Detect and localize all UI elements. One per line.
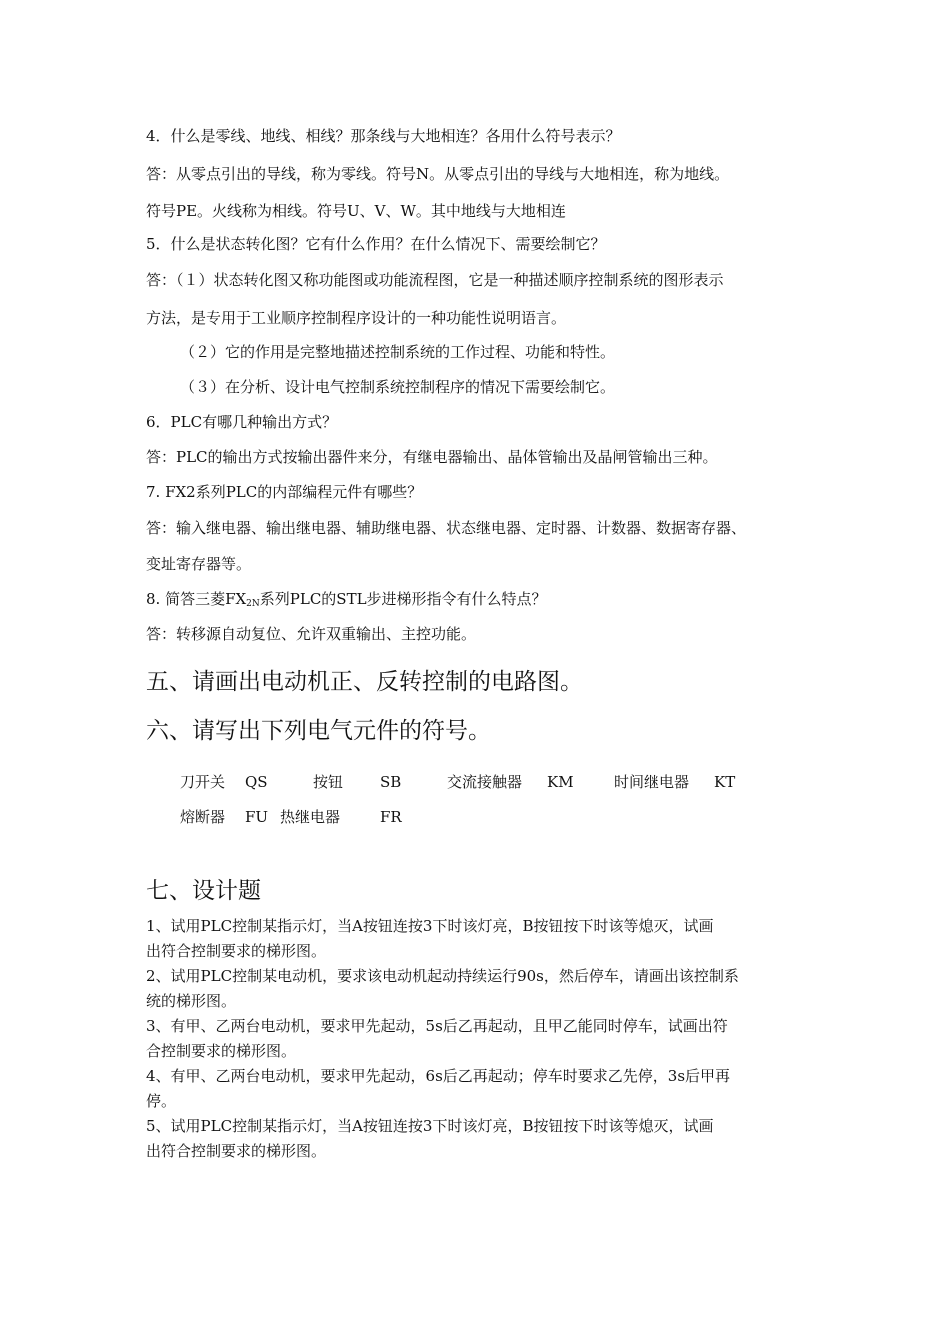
q6-answer: 答：PLC的输出方式按输出器件来分，有继电器输出、晶体管输出及晶闸管输出三种。 xyxy=(146,448,718,466)
component-name: 交流接触器 xyxy=(447,773,523,791)
q4-answer-line2: 符号PE。火线称为相线。符号U、V、W。其中地线与大地相连 xyxy=(146,202,566,220)
q7-answer-line1: 答：输入继电器、输出继电器、辅助继电器、状态继电器、定时器、计数器、数据寄存器、 xyxy=(146,519,747,537)
q5-answer-line1: 答：（１）状态转化图又称功能图或功能流程图，它是一种描述顺序控制系统的图形表示 xyxy=(146,271,724,289)
component-symbol: FR xyxy=(380,808,402,826)
design-item-1-line1: 1、试用PLC控制某指示灯，当A按钮连按3下时该灯亮，B按钮按下时该等熄灭，试画 xyxy=(146,917,714,935)
q4-title: 4．什么是零线、地线、相线？那条线与大地相连？各用什么符号表示？ xyxy=(146,127,621,145)
design-item-4-line1: 4、有甲、乙两台电动机，要求甲先起动，6s后乙再起动；停车时要求乙先停，3s后甲再 xyxy=(146,1067,731,1085)
design-item-5-line1: 5、试用PLC控制某指示灯，当A按钮连按3下时该灯亮，B按钮按下时该等熄灭，试画 xyxy=(146,1117,714,1135)
q7-answer-line2: 变址寄存器等。 xyxy=(146,555,252,573)
component-name: 刀开关 xyxy=(180,773,226,791)
design-item-1-line2: 出符合控制要求的梯形图。 xyxy=(146,942,327,960)
component-symbol: FU xyxy=(245,808,269,826)
q8-title xyxy=(146,589,547,609)
component-symbol: KM xyxy=(547,773,574,791)
component-name: 时间继电器 xyxy=(614,773,690,791)
component-symbol: SB xyxy=(380,773,402,791)
q5-answer-line4: （３）在分析、设计电气控制系统控制程序的情况下需要绘制它。 xyxy=(180,378,616,396)
design-item-2-line1: 2、试用PLC控制某电动机，要求该电动机起动持续运行90s，然后停车，请画出该控制系 xyxy=(146,967,739,985)
q8-title-before: 8. 简答三菱FX xyxy=(146,590,247,608)
component-symbol: QS xyxy=(245,773,268,791)
q4-answer-line1: 答：从零点引出的导线，称为零线。符号N。从零点引出的导线与大地相连，称为地线。 xyxy=(146,165,730,183)
design-item-4-line2: 停。 xyxy=(146,1092,177,1110)
design-item-5-line2: 出符合控制要求的梯形图。 xyxy=(146,1142,327,1160)
q6-title: 6．PLC有哪几种输出方式？ xyxy=(146,413,338,431)
q8-title-subscript: 2N xyxy=(246,599,260,609)
q5-answer-line3: （２）它的作用是完整地描述控制系统的工作过程、功能和特性。 xyxy=(180,343,616,361)
component-symbol: KT xyxy=(714,773,736,791)
q5-answer-line2: 方法，是专用于工业顺序控制程序设计的一种功能性说明语言。 xyxy=(146,309,567,327)
section5-heading: 五、请画出电动机正、反转控制的电路图。 xyxy=(146,669,583,695)
q7-title: 7. FX2系列PLC的内部编程元件有哪些？ xyxy=(146,483,423,501)
design-item-3-line1: 3、有甲、乙两台电动机，要求甲先起动，5s后乙再起动，且甲乙能同时停车，试画出符 xyxy=(146,1017,728,1035)
q8-answer: 答：转移源自动复位、允许双重输出、主控功能。 xyxy=(146,625,477,643)
component-name: 熔断器 xyxy=(180,808,226,826)
section7-heading: 七、设计题 xyxy=(146,878,261,904)
component-name: 热继电器 xyxy=(280,808,341,826)
design-item-3-line2: 合控制要求的梯形图。 xyxy=(146,1042,297,1060)
design-item-2-line2: 统的梯形图。 xyxy=(146,992,237,1010)
section6-heading: 六、请写出下列电气元件的符号。 xyxy=(146,718,491,744)
component-name: 按钮 xyxy=(313,773,344,791)
q5-title: 5．什么是状态转化图？它有什么作用？在什么情况下、需要绘制它？ xyxy=(146,235,606,253)
q8-title-after: 系列PLC的STL步进梯形指令有什么特点？ xyxy=(259,590,547,608)
